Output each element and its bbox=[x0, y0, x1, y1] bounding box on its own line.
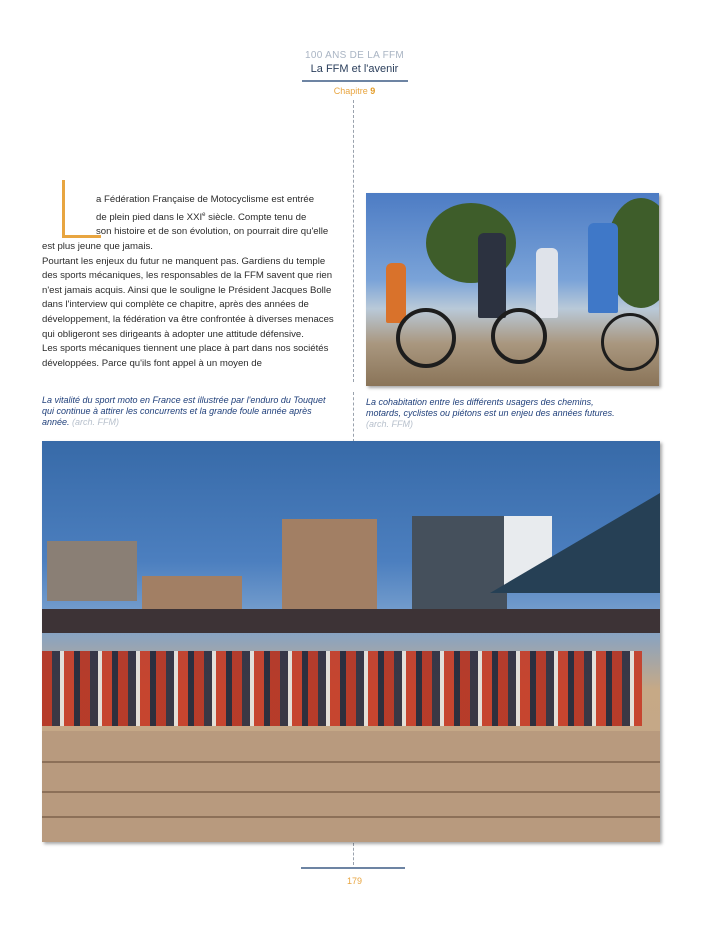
cyclist bbox=[536, 248, 558, 318]
caption-right-credit: (arch. FFM) bbox=[366, 419, 413, 429]
page-number: 179 bbox=[346, 876, 363, 886]
track-mark bbox=[42, 791, 660, 793]
running-header bbox=[0, 50, 709, 96]
column-divider bbox=[353, 100, 354, 382]
rider bbox=[478, 233, 506, 318]
building bbox=[282, 519, 377, 619]
body-line-4: est plus jeune que jamais. bbox=[42, 240, 153, 252]
cyclist bbox=[588, 223, 618, 313]
crowd bbox=[42, 609, 660, 633]
track-mark bbox=[42, 816, 660, 818]
chapter-label bbox=[0, 86, 709, 96]
footer-rule bbox=[301, 867, 405, 869]
paragraph-3: Les sports mécaniques tiennent une place à part dans nos sociétés développées. Parce qu'ils font appel à un moyen de bbox=[42, 343, 329, 369]
photo-enduro-touquet bbox=[42, 441, 660, 842]
chapter-title: La FFM et l'avenir bbox=[310, 63, 399, 75]
body-line-2-b: siècle. Compte tenu de bbox=[205, 211, 307, 223]
wheel bbox=[396, 308, 456, 368]
chapter-number: 9 bbox=[370, 86, 376, 96]
body-line-2-a: de plein pied dans le XXI bbox=[96, 211, 203, 223]
body-line-3: son histoire et de son évolution, on pourrait dire qu'elle bbox=[96, 226, 329, 238]
wheel bbox=[601, 313, 659, 371]
paragraph-2: Pourtant les enjeux du futur ne manquent pas. Gardiens du temple des sports mécaniques, les responsables de la FFM savent que rien n'est jamais acquis. Ainsi que le souligne le Président Jacques Bolle dans l'interview qui complète ce chapitre, après des années de développement, la fédération va être confrontée à diverses menaces qui obligeront ses dirigeants à adopter une attitude défensive. bbox=[42, 255, 334, 340]
rider bbox=[386, 263, 406, 323]
series-title: 100 ANS DE LA FFM bbox=[304, 50, 405, 61]
caption-left-credit: (arch. FFM) bbox=[72, 417, 120, 427]
beach-sand bbox=[42, 731, 660, 842]
track-mark bbox=[42, 761, 660, 763]
body-line-1: a Fédération Française de Motocyclisme est entrée bbox=[96, 194, 315, 205]
building bbox=[47, 541, 137, 601]
building bbox=[142, 576, 242, 611]
footer-divider bbox=[353, 843, 354, 865]
article-body bbox=[42, 193, 337, 371]
motorcycles bbox=[42, 651, 642, 726]
header-rule bbox=[302, 80, 408, 82]
wheel bbox=[491, 308, 547, 364]
chapter-word: Chapitre bbox=[333, 86, 368, 96]
body-line-2 bbox=[42, 208, 337, 226]
superscript: e bbox=[202, 211, 206, 218]
caption-left-text: La vitalité du sport moto en France est illustrée par l'enduro du Touquet qui continue à attirer les concurrents et la grande foule année après année. bbox=[42, 395, 326, 427]
caption-left bbox=[42, 395, 332, 428]
caption-right bbox=[366, 397, 626, 430]
column-divider-lower bbox=[353, 392, 354, 442]
photo-trail-users bbox=[366, 193, 659, 386]
caption-right-text: La cohabitation entre les différents usagers des chemins, motards, cyclistes ou piétons est un enjeu des années futures. bbox=[366, 397, 615, 418]
pyramid-building bbox=[490, 493, 660, 593]
